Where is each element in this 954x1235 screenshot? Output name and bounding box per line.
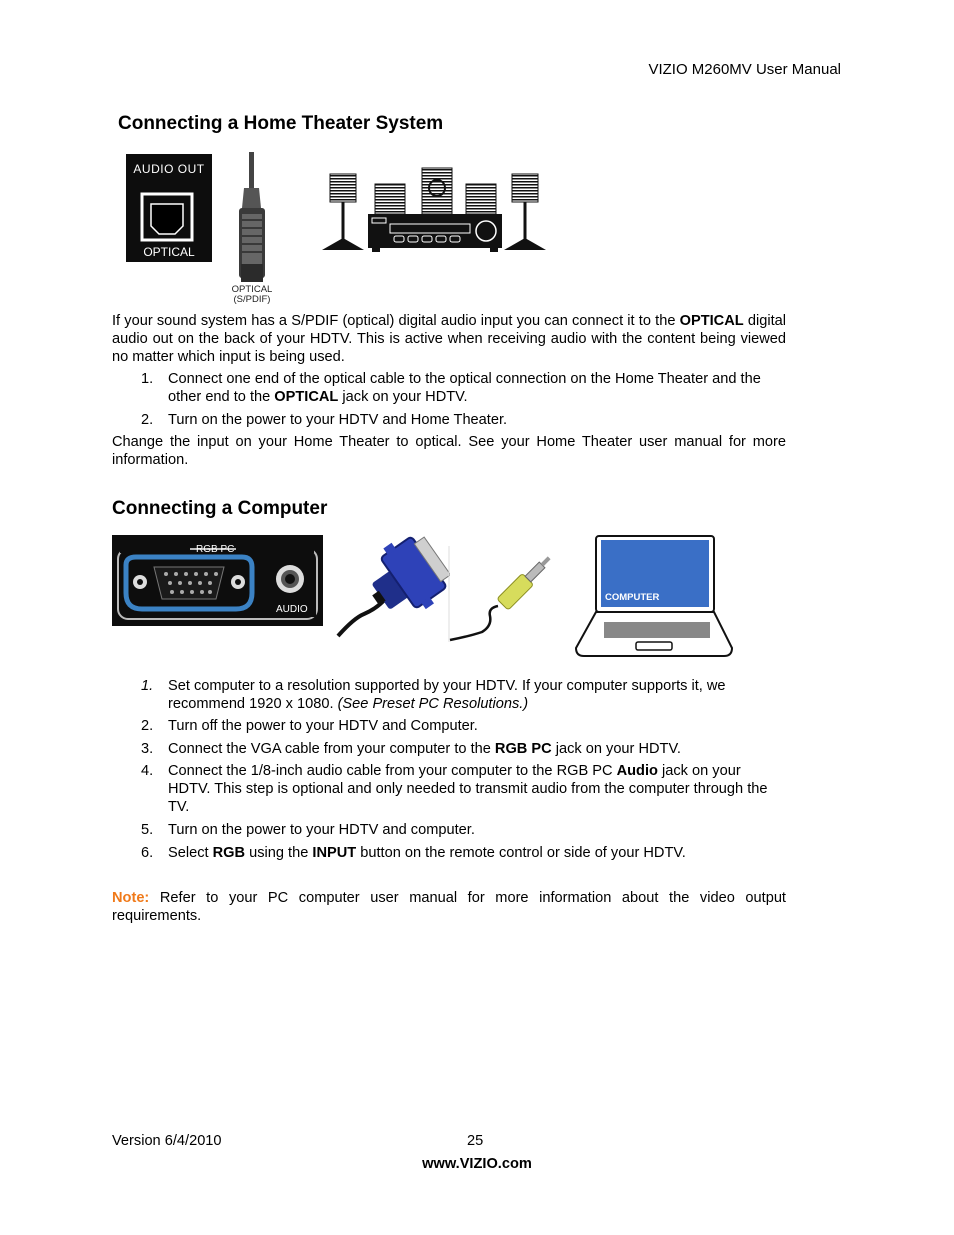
cable-caption-line-2: (S/PDIF) <box>233 294 271 305</box>
list-text: Turn on the power to your HDTV and computer. <box>168 822 475 838</box>
list-number: 5. <box>141 822 154 838</box>
list-text <box>168 370 786 406</box>
step-text: Select <box>168 845 213 861</box>
list-text <box>168 762 786 816</box>
step-text-mid: using the <box>245 845 313 861</box>
step-text-end: button on the remote control or side of your HDTV. <box>356 845 686 861</box>
list-number: 6. <box>141 845 154 861</box>
running-header: VIZIO M260MV User Manual <box>648 61 841 78</box>
note-label: Note: <box>112 890 150 906</box>
list-text: Turn off the power to your HDTV and Computer. <box>168 718 478 734</box>
step-text-end: jack on your HDTV. This step is optional and only needed to transmit audio from the computer through the TV. <box>168 763 768 815</box>
optical-port-label: OPTICAL <box>143 245 195 259</box>
step-text-end: jack on your HDTV. <box>338 389 468 405</box>
list-text <box>168 844 786 862</box>
step-text-end: jack on your HDTV. <box>551 741 681 757</box>
step-bold: RGB <box>212 845 246 861</box>
step-bold-input: INPUT <box>312 845 357 861</box>
step-bold: OPTICAL <box>274 389 339 405</box>
step-bold: Audio <box>616 763 658 779</box>
note-paragraph <box>112 889 786 925</box>
list-number: 3. <box>141 741 154 757</box>
step-text: Connect the VGA cable from your computer to the <box>168 741 495 757</box>
footer-url: www.VIZIO.com <box>422 1156 532 1172</box>
para1-part-a: If your sound system has a S/PDIF (optical) digital audio input you can connect it to the <box>112 313 680 329</box>
section-heading-home-theater: Connecting a Home Theater System <box>118 113 444 134</box>
list-text: Turn on the power to your HDTV and Home Theater. <box>168 412 508 428</box>
optical-cable-caption <box>220 285 284 305</box>
section-heading-computer: Connecting a Computer <box>112 498 328 519</box>
home-theater-paragraph <box>112 312 786 366</box>
note-text: Refer to your PC computer user manual for more information about the video output requirements. <box>112 890 786 924</box>
audio-out-label: AUDIO OUT <box>133 162 205 176</box>
step-bold: RGB PC <box>494 741 552 757</box>
list-number: 4. <box>141 763 154 779</box>
step-text: Connect the 1/8-inch audio cable from your computer to the RGB PC <box>168 763 617 779</box>
list-number: 2. <box>141 718 154 734</box>
rgb-pc-port-illustration <box>112 535 323 626</box>
footer-version: Version 6/4/2010 <box>112 1133 222 1149</box>
list-text <box>168 677 786 713</box>
step-italic-reference: (See Preset PC Resolutions.) <box>337 696 529 712</box>
step-text: Set computer to a resolution supported by your HDTV. If your computer supports it, we recommend 1920 x 1080. <box>168 678 726 712</box>
para1-part-c: digital audio out on the back of your HDTV. This is active when receiving audio with the content being viewed no matter which input is being used. <box>112 313 787 365</box>
list-number: 1. <box>141 371 154 387</box>
cable-caption-line-1: OPTICAL <box>231 284 273 295</box>
home-theater-change-input-paragraph: Change the input on your Home Theater to optical. See your Home Theater user manual for more information. <box>112 434 786 468</box>
optical-cable-icon <box>229 152 275 284</box>
step-text: Connect one end of the optical cable to the optical connection on the Home Theater and the other end to the <box>168 371 761 405</box>
rgb-pc-label: RGB PC <box>196 544 235 555</box>
audio-out-port-illustration <box>126 154 212 262</box>
laptop-screen-label: COMPUTER <box>605 592 660 603</box>
vga-cable-icon <box>334 528 450 640</box>
audio-jack-label: AUDIO <box>276 604 308 615</box>
list-number: 1. <box>141 678 154 694</box>
home-theater-system-icon <box>318 166 552 256</box>
audio-cable-icon <box>448 546 564 642</box>
list-number: 2. <box>141 412 154 428</box>
page-number: 25 <box>467 1133 484 1149</box>
para1-bold-optical: OPTICAL <box>679 313 744 329</box>
list-text <box>168 740 786 758</box>
